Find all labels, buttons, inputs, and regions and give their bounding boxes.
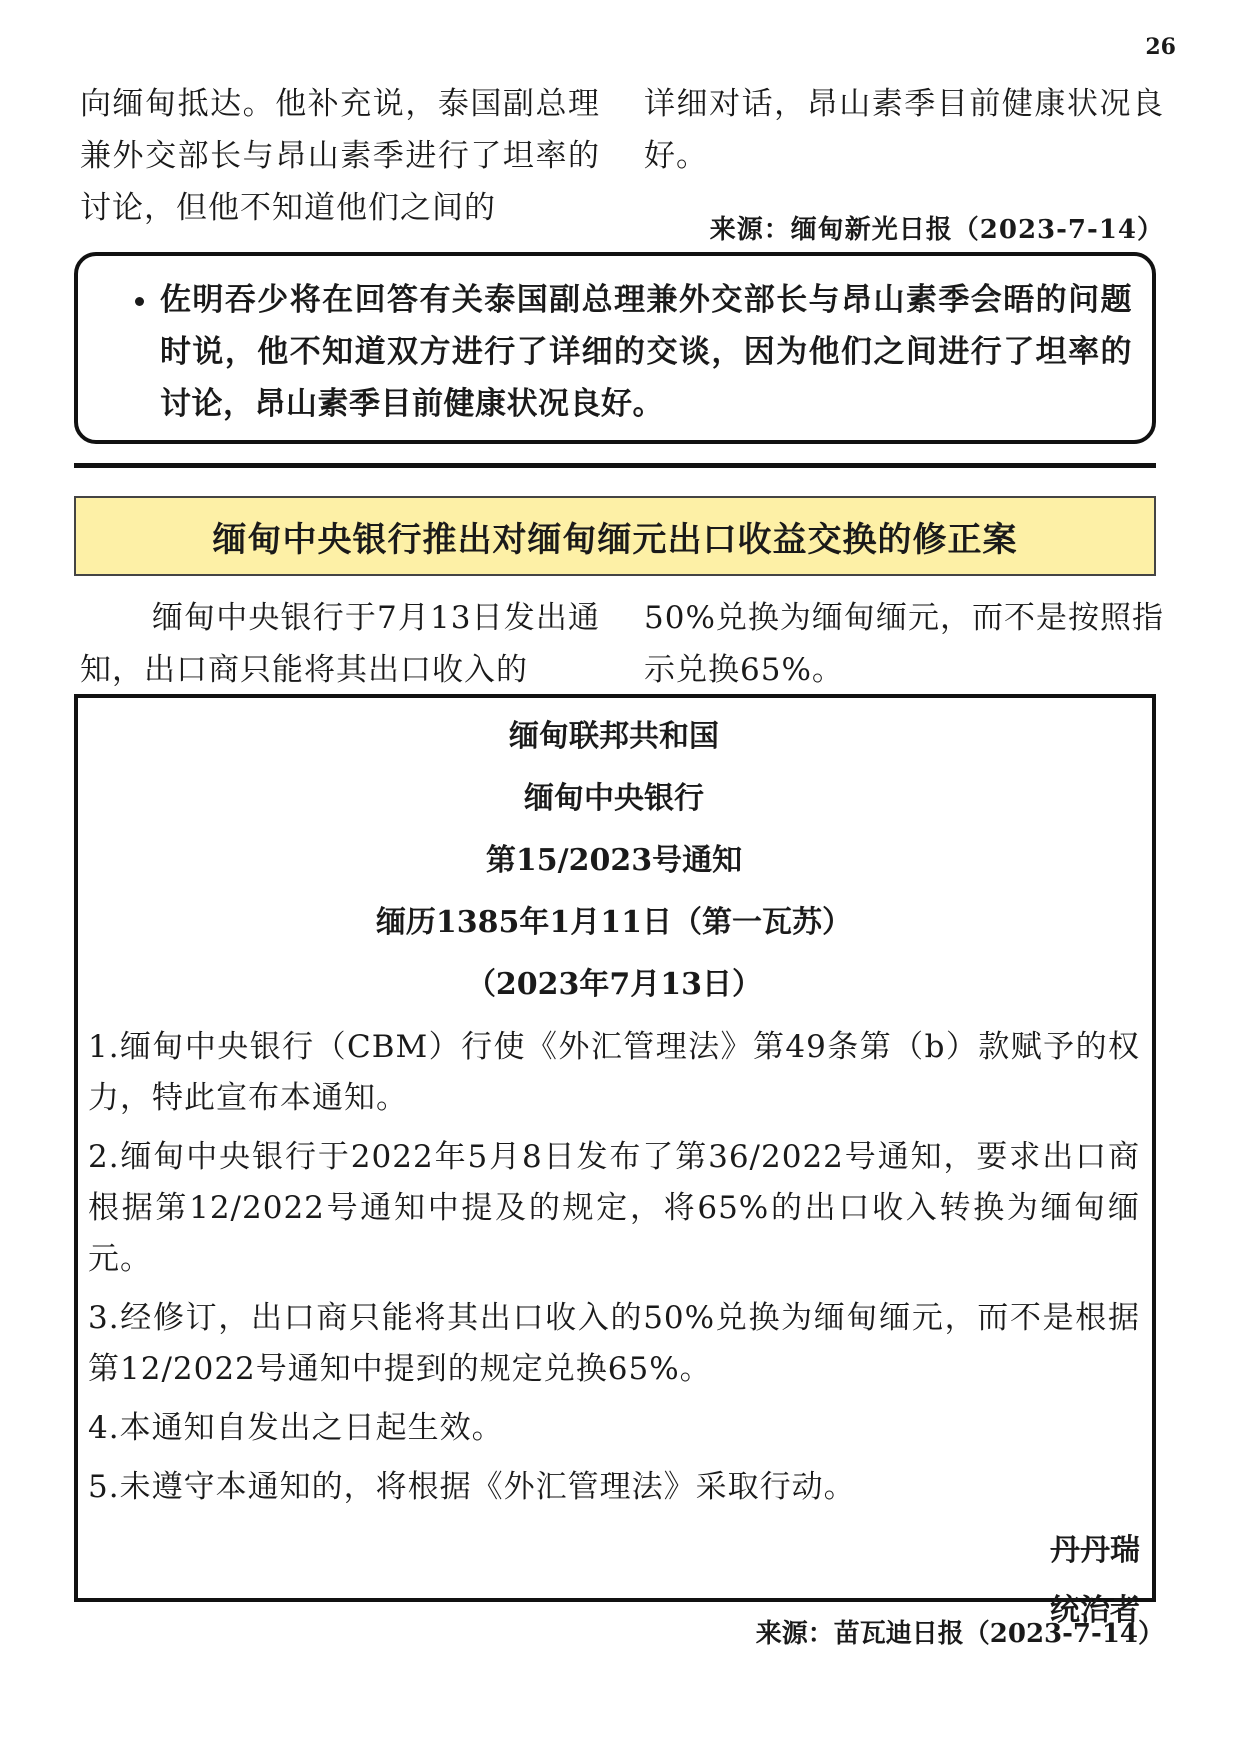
top-article-left-text: 向缅甸抵达。他补充说，泰国副总理兼外交部长与昂山素季进行了坦率的讨论，但他不知道他们之间的 xyxy=(80,86,600,226)
notice-country: 缅甸联邦共和国 xyxy=(509,719,719,754)
top-article-left-column xyxy=(80,78,600,250)
article-headline: 缅甸中央银行推出对缅甸缅元出口收益交换的修正案 xyxy=(74,496,1156,576)
notice-issuer: 缅甸中央银行 xyxy=(524,781,704,816)
top-article-source: 来源：缅甸新光日报（2023-7-14） xyxy=(709,215,1164,245)
top-article-right-column xyxy=(644,78,1164,250)
notice-gregorian-date: （2023年7月13日） xyxy=(465,967,763,1002)
notice-item: 1.缅甸中央银行（CBM）行使《外汇管理法》第49条第（b）款赋予的权力，特此宣布本通知。 xyxy=(88,1029,1140,1116)
notice-item: 5.未遵守本通知的，将根据《外汇管理法》采取行动。 xyxy=(88,1469,856,1505)
notice-item: 2.缅甸中央银行于2022年5月8日发布了第36/2022号通知，要求出口商根据第12/2022号通知中提及的规定，将65%的出口收入转换为缅甸缅元。 xyxy=(88,1139,1140,1277)
summary-bullet: • 佐明吞少将在回答有关泰国副总理兼外交部长与昂山素季会晤的问题时说，他不知道双方进行了详细的交谈，因为他们之间进行了坦率的讨论，昂山素季目前健康状况良好。 xyxy=(160,274,1132,430)
notice-items xyxy=(88,1022,1140,1513)
notice-item: 4.本通知自发出之日起生效。 xyxy=(88,1410,504,1446)
article-body xyxy=(80,592,1164,696)
notice-signer: 丹丹瑞 xyxy=(1050,1533,1140,1568)
notice-myanmar-date: 缅历1385年1月11日（第一瓦苏） xyxy=(375,905,853,940)
notice-item: 3.经修订，出口商只能将其出口收入的50%兑换为缅甸缅元，而不是根据第12/2022号通知中提到的规定兑换65%。 xyxy=(88,1300,1140,1387)
notice-box xyxy=(74,694,1156,1628)
notice-number: 第15/2023号通知 xyxy=(485,843,743,878)
article-left-text: 缅甸中央银行于7月13日发出通知，出口商只能将其出口收入的 xyxy=(80,600,600,688)
notice-signer-title: 统治者 xyxy=(1050,1593,1140,1628)
top-article-right-text: 详细对话，昂山素季目前健康状况良好。 xyxy=(644,86,1164,174)
page-number: 26 xyxy=(1145,34,1176,60)
article-right-column xyxy=(644,592,1164,696)
article-right-text: 50%兑换为缅甸缅元，而不是按照指示兑换65%。 xyxy=(644,600,1164,688)
summary-list xyxy=(102,274,1132,430)
summary-box xyxy=(74,252,1156,444)
top-article xyxy=(80,78,1164,250)
section-divider xyxy=(74,463,1156,468)
article-left-column xyxy=(80,592,600,696)
article-source: 来源：苗瓦迪日报（2023-7-14） xyxy=(755,1619,1164,1649)
